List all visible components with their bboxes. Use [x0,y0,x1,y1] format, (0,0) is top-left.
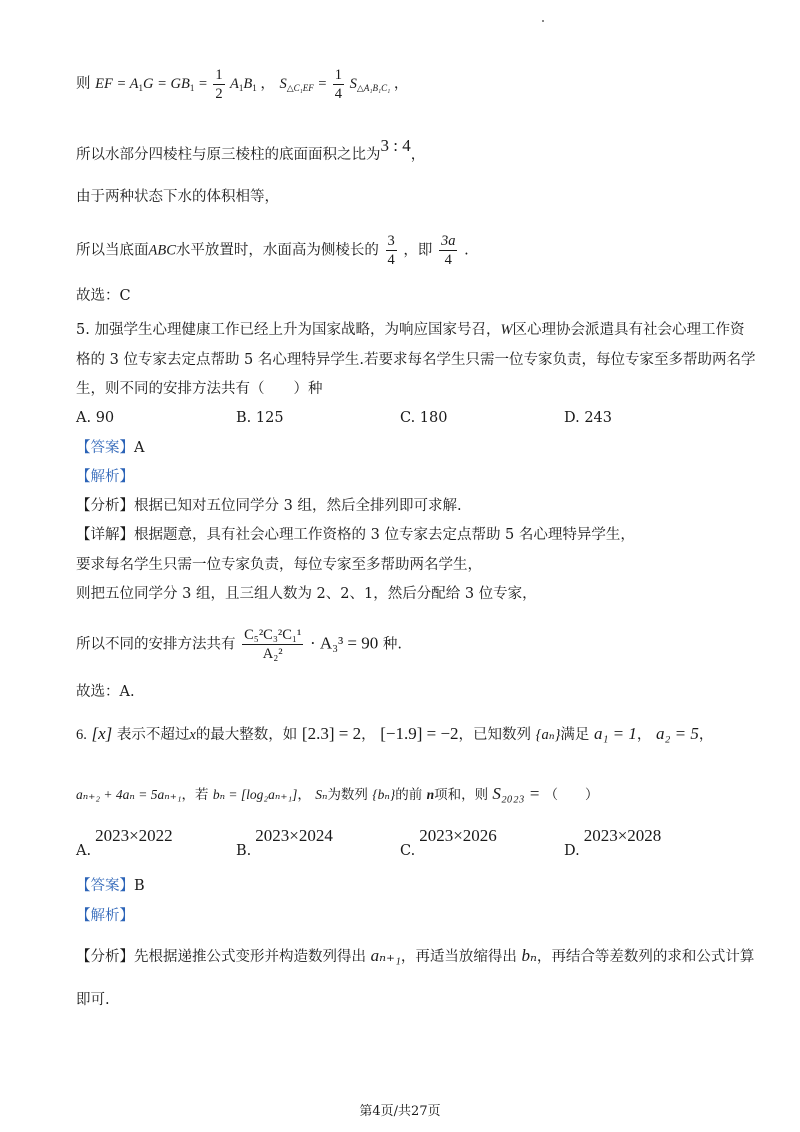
question-6-line-1: 6. [x] 表示不超过x的最大整数，如 [2.3] = 2， [−1.9] = −2，已知数列 {aₙ}满足 a₁ = 1， a₂ = 5， [76,724,714,743]
question-5-line-2: 格的 3 位专家去定点帮助 5 名心理特异学生.若要求每名学生只需一位专家负责，每位专家至多帮助两名学 [76,352,756,368]
q6-fenxi-line-2: 即可. [76,992,110,1008]
q5-analysis-heading: 【解析】 [76,469,134,485]
q5-fenxi: 【分析】根据已知对五位同学分 3 组，然后全排列即可求解. [76,498,462,514]
q5-option-b: B. 125 [236,410,284,426]
q6-option-d: D.2023×2028 [564,826,662,859]
solution-line-4: 所以当底面ABC水平放置时，水面高为侧棱长的 $\frac{3}{4}$ ，即 $\frac{3a}{4}$ . [76,233,469,268]
q6-option-a: A.2023×2022 [76,826,173,859]
q6-fenxi: 【分析】先根据递推公式变形并构造数列得出 aₙ₊₁，再适当放缩得出 bₙ，再结合等差数列的求和公式计算 [76,946,755,965]
q5-option-c: C. 180 [400,410,448,426]
question-5-line-3: 生，则不同的安排方法共有（ ）种 [76,381,323,397]
q6-option-c: C.2023×2026 [400,826,497,859]
scan-dot [542,20,544,22]
solution-choice: 故选：C [76,288,131,304]
q5-answer: 【答案】A [76,440,145,456]
combination-fraction: $\frac{\text{C₅²C₃²C₁¹}}{\text{A₂²}}$ [244,627,302,662]
text: 则 [76,75,91,92]
solution-line-1: 则 EF = $A_1G = GB_1$ = $\frac{1}{2}$ $A_1B_1$ ， $S_{\triangle C_1EF}$ = $\frac{1}{4}$ $S_{\triangle A_1B_1C_1}$ ， [76,67,409,102]
question-5-line-1: 5. 加强学生心理健康工作已经上升为国家战略，为响应国家号召，W区心理协会派遣具有社会心理工作资 [76,322,745,338]
q5-option-d: D. 243 [564,410,613,426]
formula-area: $S_{\triangle C_1EF}$ = $\frac{1}{4}$ $S_{\triangle A_1B_1C_1}$ [279,67,391,102]
q5-xiangjie: 【详解】根据题意，具有社会心理工作资格的 3 位专家去定点帮助 5 名心理特异学生， [76,527,635,543]
question-6-line-2: aₙ₊₂ + 4aₙ = 5aₙ₊₁，若 bₙ = [log₂aₙ₊₁]， Sₙ为数列 {bₙ}的前 n项和，则 S₂₀₂₃ = （ ） [76,784,599,803]
q5-detail-line-3: 则把五位同学分 3 组，且三组人数为 2、2、1，然后分配给 3 位专家， [76,586,537,602]
page-footer [0,1100,800,1119]
formula-ef: EF = $A_1G = GB_1$ = $\frac{1}{2}$ $A_1B_1$ [95,67,257,102]
q5-choice: 故选：A. [76,684,135,700]
page-number: 第4页/共27页 [359,1104,441,1119]
q5-option-a: A. 90 [76,410,115,426]
q6-analysis-heading: 【解析】 [76,908,134,924]
solution-line-2: 所以水部分四棱柱与原三棱柱的底面面积之比为3 : 4， [76,136,426,163]
q5-detail-formula: 所以不同的安排方法共有 $\frac{\text{C₅²C₃²C₁¹}}{\text{A₂²}}$ · A₃³ = 90 种. [76,627,402,662]
solution-line-3: 由于两种状态下水的体积相等， [76,189,279,205]
q6-option-b: B.2023×2024 [236,826,333,859]
q5-detail-line-2: 要求每名学生只需一位专家负责，每位专家至多帮助两名学生， [76,557,482,573]
q6-answer: 【答案】B [76,878,145,894]
